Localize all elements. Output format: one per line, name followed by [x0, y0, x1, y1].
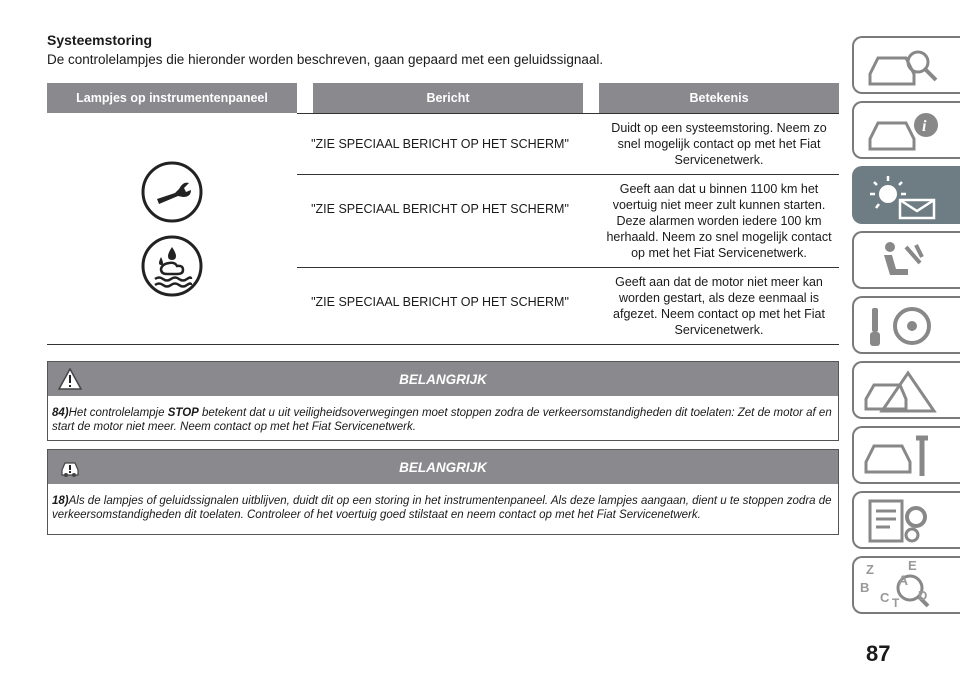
tab-safety[interactable]: [852, 231, 960, 289]
index-letter: C: [880, 590, 890, 605]
specifications-gear-icon: [860, 497, 956, 547]
tab-maintenance[interactable]: [852, 426, 960, 484]
seat-airbag-icon: [860, 237, 956, 287]
tab-specifications[interactable]: [852, 491, 960, 549]
index-letter: D: [918, 588, 928, 603]
car-search-icon: [860, 42, 956, 92]
callout-header: [48, 362, 838, 396]
row-meaning: Geeft aan dat u binnen 1100 km het voertuig niet meer zult kunnen starten. Deze alarmen worden iedere 100 km herhaald. Neem zo snel mogelijk contact op met het Fiat Servicenetwerk.: [583, 175, 839, 268]
callout-body: [48, 396, 838, 440]
main-content: [47, 30, 839, 535]
important-callout: [47, 361, 839, 441]
column-header-meaning: Betekenis: [583, 83, 839, 113]
tab-warning-lights[interactable]: [852, 166, 960, 224]
tab-emergency[interactable]: [852, 361, 960, 419]
callout-header: [48, 450, 838, 484]
warning-light-icons: [47, 113, 297, 345]
water-in-fuel-icon: [139, 233, 205, 299]
key-steering-wheel-icon: [860, 302, 956, 352]
callout-ref: 18): [52, 495, 69, 507]
table-row: [47, 113, 839, 175]
chapter-tabs: [852, 36, 960, 621]
car-service-icon: [860, 432, 956, 482]
tab-car-info[interactable]: [852, 101, 960, 159]
row-message: "ZIE SPECIAAL BERICHT OP HET SCHERM": [297, 268, 583, 345]
car-breakdown-icon: [860, 367, 956, 417]
index-letter: E: [908, 558, 917, 573]
index-letter: A: [898, 572, 909, 588]
callout-title: BELANGRIJK: [399, 372, 487, 387]
column-header-lights: Lampjes op instrumentenpaneel: [47, 83, 297, 113]
tab-knowing-car[interactable]: [852, 36, 960, 94]
index-letter: B: [860, 580, 870, 595]
callout-text: Als de lampjes of geluidssignalen uitblijven, duidt dit op een storing in het instrumentenpaneel. Als deze lampjes aangaan, dient u te stoppen zodra de verkeersomstandigheden dit toelaten. Controleer of het voertuig goed stilstaat en neem contact op met het Fiat Servicenetwerk.: [52, 495, 832, 521]
row-message: "ZIE SPECIAAL BERICHT OP HET SCHERM": [297, 175, 583, 268]
callout-text: betekent dat u uit veiligheidsoverwegingen moet stoppen zodra de verkeersomstandigheden dit toelaten: Zet de motor af en start de motor niet meer. Neem contact op met het Fiat Servicenetwerk.: [52, 407, 832, 433]
svg-text:i: i: [922, 118, 927, 135]
wrench-icon: [139, 159, 205, 225]
page-title: Systeemstoring: [47, 32, 153, 48]
row-meaning: Geeft aan dat de motor niet meer kan worden gestart, als deze eenmaal is afgezet. Neem contact op met het Fiat Servicenetwerk.: [583, 268, 839, 345]
index-letter: Z: [866, 562, 874, 577]
tab-index[interactable]: [852, 556, 960, 614]
index-letter: T: [892, 596, 900, 610]
tab-starting-driving[interactable]: [852, 296, 960, 354]
callout-text: Het controlelampje: [68, 407, 168, 419]
intro-text: De controlelampjes die hieronder worden beschreven, gaan gepaard met een geluidssignaal.: [47, 52, 604, 67]
warning-lights-table: [47, 83, 839, 345]
page-number: 87: [866, 641, 891, 666]
callout-body: [48, 484, 838, 534]
callout-title: BELANGRIJK: [399, 460, 487, 475]
important-callout: [47, 449, 839, 535]
car-info-icon: [860, 107, 956, 157]
callout-ref: 84): [52, 407, 69, 419]
table-header-row: [47, 83, 839, 113]
row-message: "ZIE SPECIAAL BERICHT OP HET SCHERM": [297, 113, 583, 175]
column-header-message: Bericht: [297, 83, 583, 113]
row-meaning: Duidt op een systeemstoring. Neem zo snel mogelijk contact op met het Fiat Servicenetwerk.: [583, 113, 839, 175]
warning-light-message-icon: [860, 172, 956, 222]
stop-highlight: STOP: [167, 407, 199, 419]
